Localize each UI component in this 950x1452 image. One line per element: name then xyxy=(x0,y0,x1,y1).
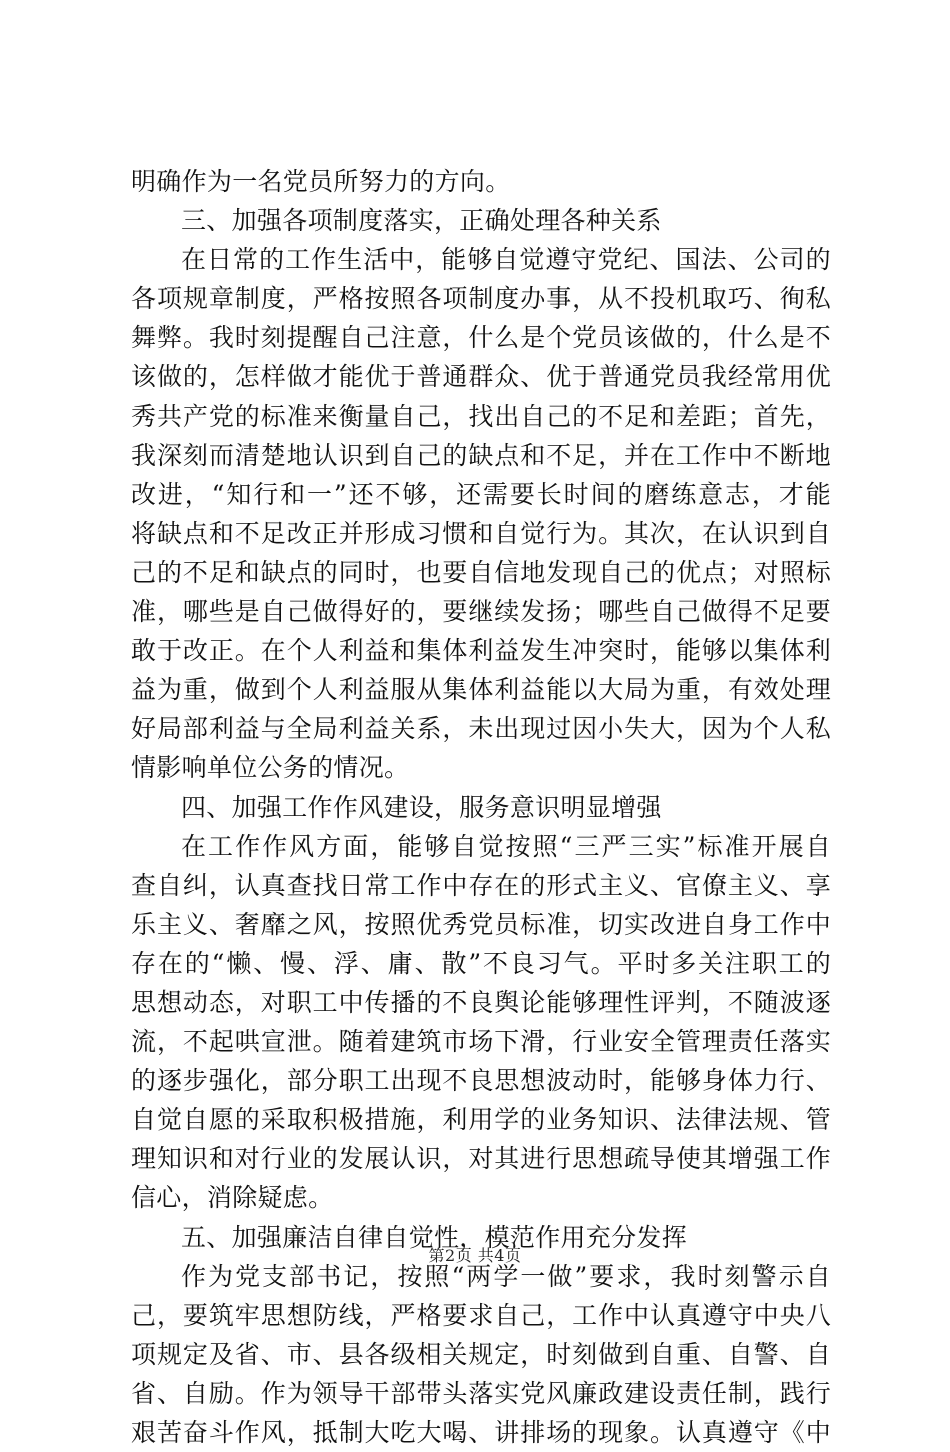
paragraph-line: 存在的“懒、慢、浮、庸、散”不良习气。平时多关注职工的 xyxy=(131,948,831,978)
paragraph-line: 舞弊。我时刻提醒自己注意，什么是个党员该做的，什么是不 xyxy=(131,323,831,353)
paragraph-line: 改进，“知行和一”还不够，还需要长时间的磨练意志，才能 xyxy=(131,479,831,509)
paragraph-line: 我深刻而清楚地认识到自己的缺点和不足，并在工作中不断地 xyxy=(131,440,831,470)
paragraph-line: 己的不足和缺点的同时，也要自信地发现自己的优点；对照标 xyxy=(131,557,831,587)
paragraph-line: 情影响单位公务的情况。 xyxy=(131,753,410,783)
paragraph-line: 好局部利益与全局利益关系，未出现过因小失大，因为个人私 xyxy=(131,714,831,744)
section-heading: 三、加强各项制度落实，正确处理各种关系 xyxy=(181,206,662,236)
paragraph-line: 理知识和对行业的发展认识，对其进行思想疏导使其增强工作 xyxy=(131,1144,831,1174)
page-footer: 第2页 共4页 xyxy=(428,1246,522,1265)
paragraph-line: 流，不起哄宣泄。随着建筑市场下滑，行业安全管理责任落实 xyxy=(131,1027,831,1057)
paragraph-line: 项规定及省、市、县各级相关规定，时刻做到自重、自警、自 xyxy=(131,1339,831,1369)
section-heading: 五、加强廉洁自律自觉性，模范作用充分发挥 xyxy=(181,1222,688,1252)
paragraph-line: 查自纠，认真查找日常工作中存在的形式主义、官僚主义、享 xyxy=(131,870,831,900)
paragraph-line: 在工作作风方面，能够自觉按照“三严三实”标准开展自 xyxy=(181,831,831,861)
paragraph-line: 秀共产党的标准来衡量自己，找出自己的不足和差距；首先， xyxy=(131,401,831,431)
paragraph-line: 自觉自愿的采取积极措施，利用学的业务知识、法律法规、管 xyxy=(131,1105,831,1135)
paragraph-line: 的逐步强化，部分职工出现不良思想波动时，能够身体力行、 xyxy=(131,1066,831,1096)
paragraph-line: 信心，消除疑虑。 xyxy=(131,1183,334,1213)
paragraph-line: 该做的，怎样做才能优于普通群众、优于普通党员我经常用优 xyxy=(131,362,831,392)
paragraph-line: 准，哪些是自己做得好的，要继续发扬；哪些自己做得不足要 xyxy=(131,597,831,627)
paragraph-line: 艰苦奋斗作风，抵制大吃大喝、讲排场的现象。认真遵守《中 xyxy=(131,1418,831,1447)
paragraph-line: 作为党支部书记，按照“两学一做”要求，我时刻警示自 xyxy=(181,1261,831,1291)
paragraph-line: 敢于改正。在个人利益和集体利益发生冲突时，能够以集体利 xyxy=(131,636,831,666)
paragraph-line: 省、自励。作为领导干部带头落实党风廉政建设责任制，践行 xyxy=(131,1378,831,1408)
paragraph-line: 己，要筑牢思想防线，严格要求自己，工作中认真遵守中央八 xyxy=(131,1300,831,1330)
paragraph-line: 思想动态，对职工中传播的不良舆论能够理性评判，不随波逐 xyxy=(131,987,831,1017)
paragraph-line: 各项规章制度，严格按照各项制度办事，从不投机取巧、徇私 xyxy=(131,284,831,314)
paragraph-line: 将缺点和不足改正并形成习惯和自觉行为。其次，在认识到自 xyxy=(131,518,831,548)
paragraph-line: 在日常的工作生活中，能够自觉遵守党纪、国法、公司的 xyxy=(181,245,831,275)
paragraph-line: 益为重，做到个人利益服从集体利益能以大局为重，有效处理 xyxy=(131,675,831,705)
section-heading: 四、加强工作作风建设，服务意识明显增强 xyxy=(181,792,662,822)
paragraph-line: 明确作为一名党员所努力的方向。 xyxy=(131,167,511,196)
paragraph-line: 乐主义、奢靡之风，按照优秀党员标准，切实改进自身工作中 xyxy=(131,909,831,939)
